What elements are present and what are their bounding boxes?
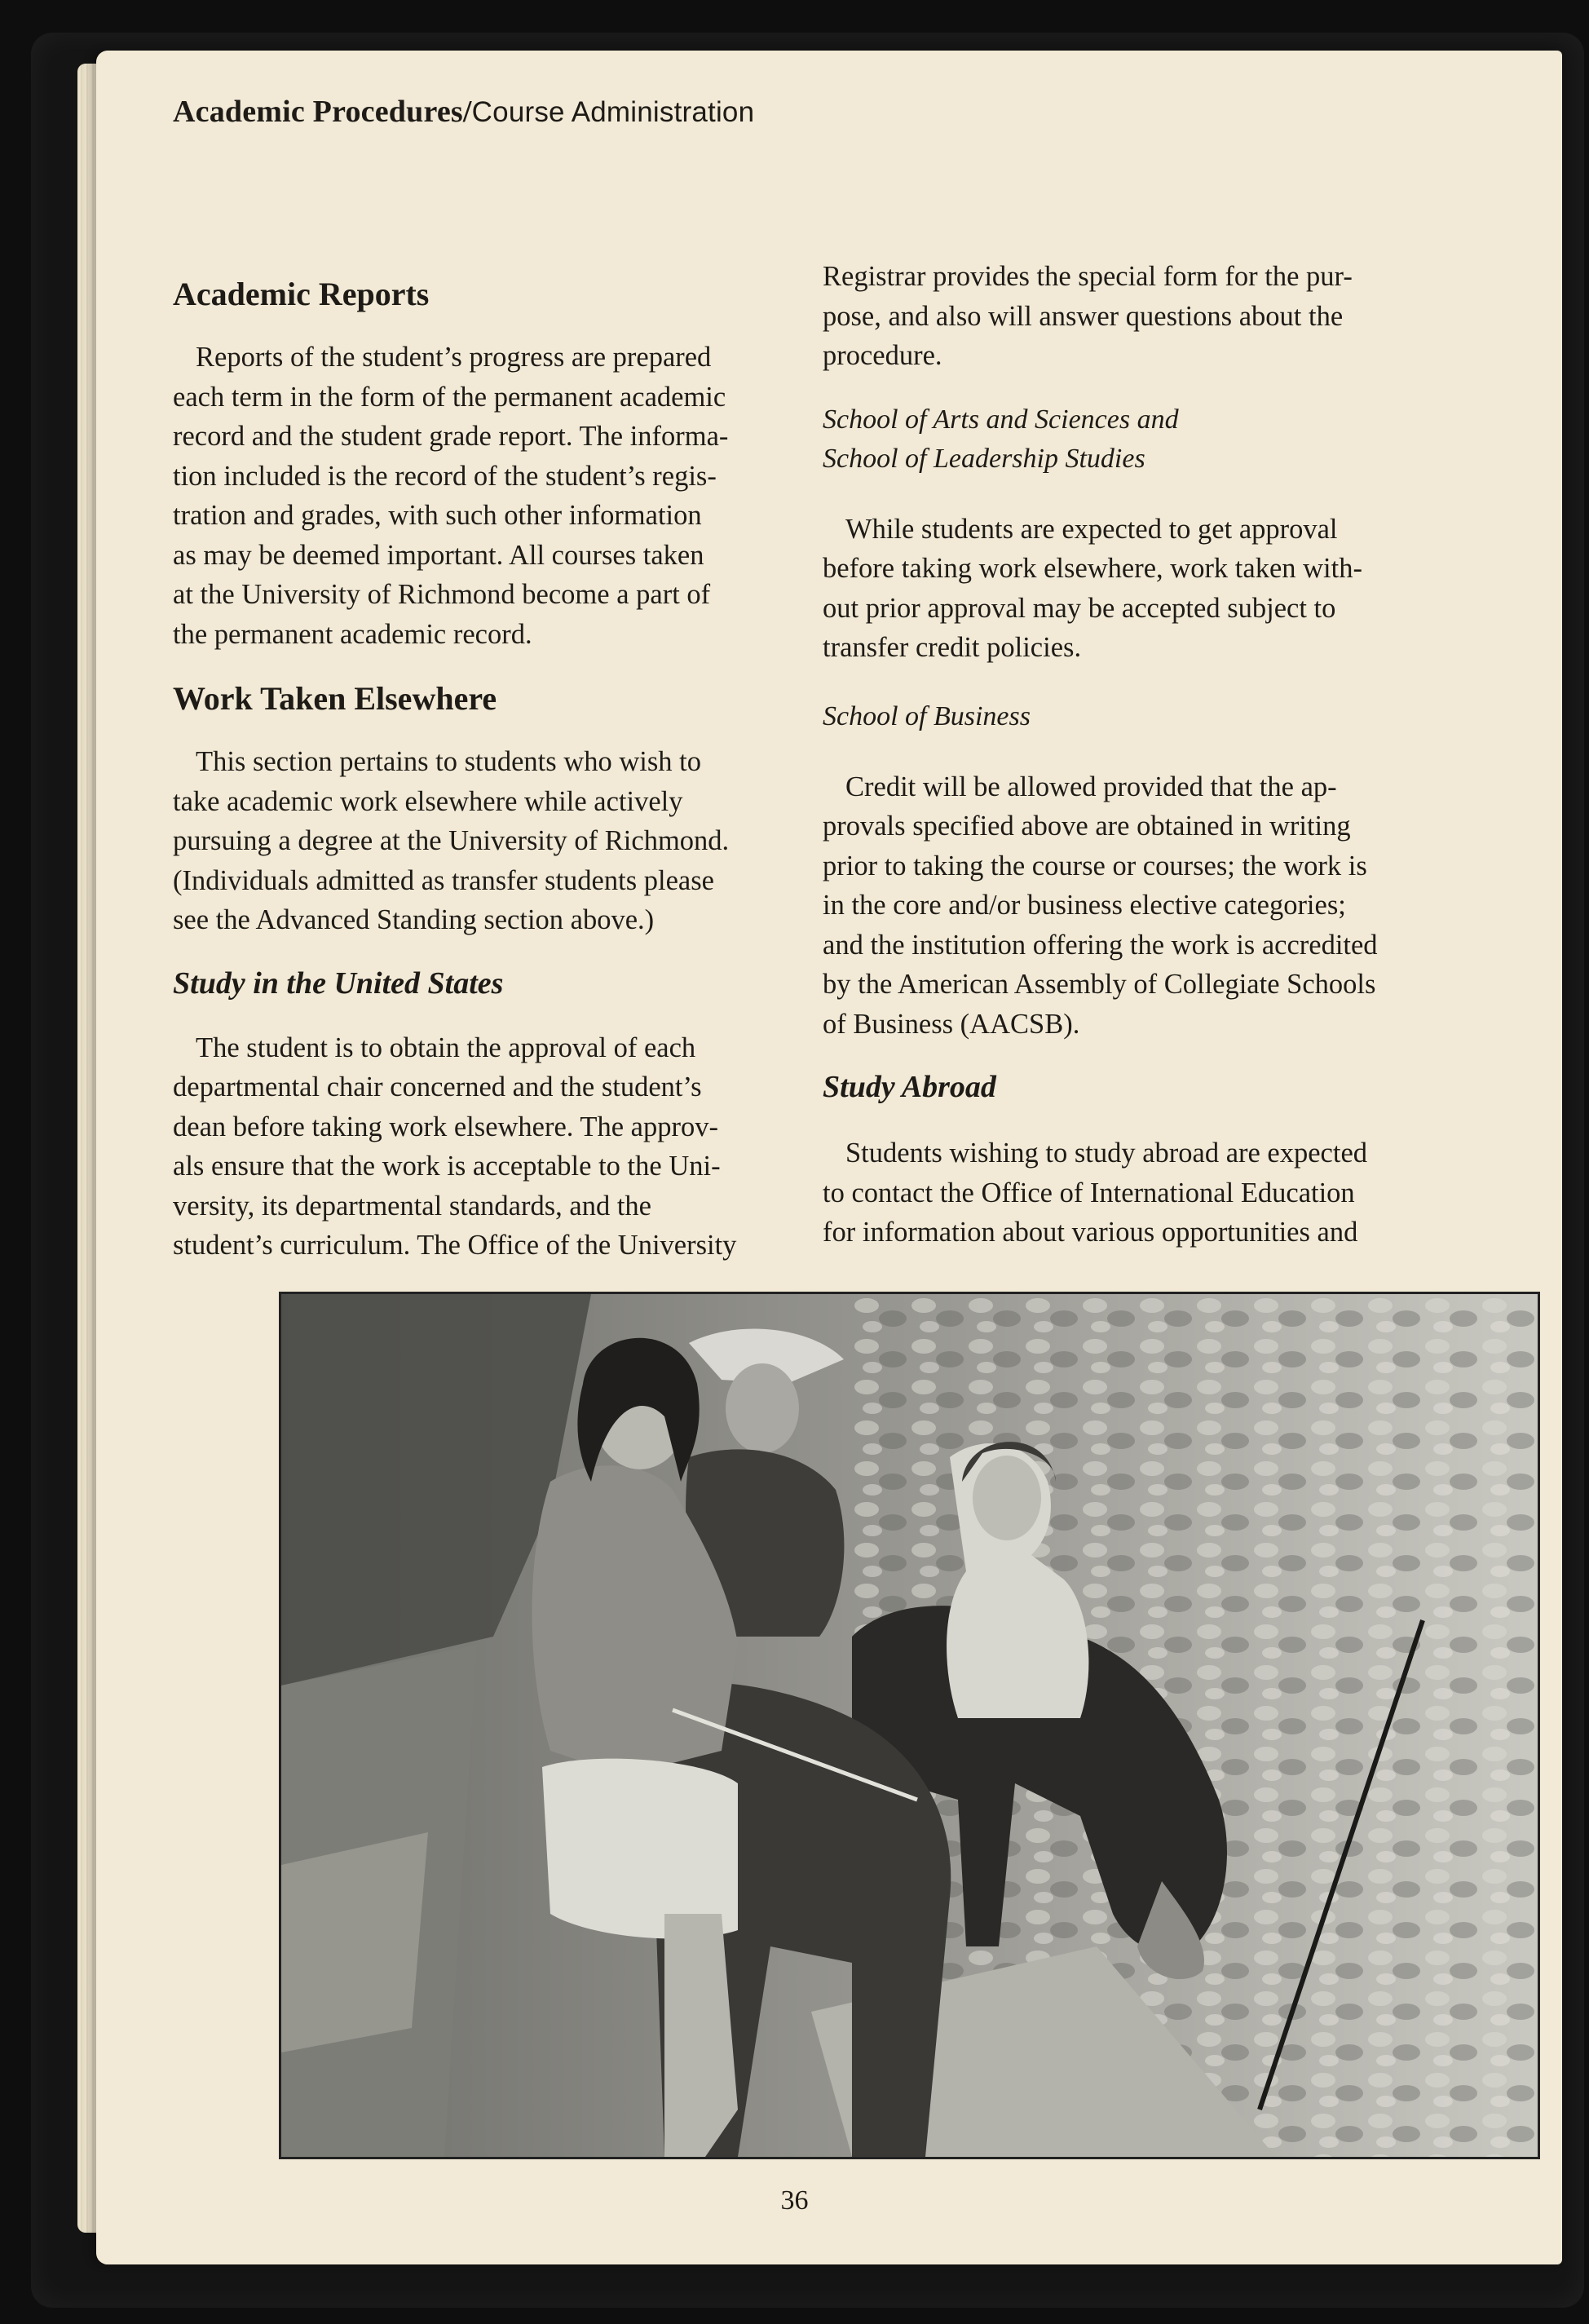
text-line: to contact the Office of International Education bbox=[823, 1177, 1355, 1208]
text-line: student’s curriculum. The Office of the University bbox=[173, 1230, 737, 1261]
text-line: the permanent academic record. bbox=[173, 618, 532, 650]
text-line: before taking work elsewhere, work taken with- bbox=[823, 553, 1362, 584]
paragraph-study-abroad bbox=[823, 1133, 1442, 1253]
text-line: at the University of Richmond become a part of bbox=[173, 579, 711, 610]
text-line: tion included is the record of the student’s regis- bbox=[173, 460, 717, 492]
paragraph-arts-sciences bbox=[823, 510, 1442, 668]
paragraph-continuation bbox=[823, 257, 1442, 376]
text-line: Reports of the student’s progress are prepared bbox=[196, 342, 712, 373]
text-line: out prior approval may be accepted subject to bbox=[823, 592, 1336, 624]
text-line: transfer credit policies. bbox=[823, 632, 1082, 663]
running-head bbox=[173, 94, 754, 130]
heading-line: School of Arts and Sciences and bbox=[823, 404, 1179, 435]
person-face bbox=[726, 1363, 799, 1453]
text-line: take academic work elsewhere while actively bbox=[173, 785, 683, 817]
right-column bbox=[823, 257, 1442, 1253]
text-line: versity, its departmental standards, and the bbox=[173, 1190, 651, 1222]
text-line: each term in the form of the permanent academic bbox=[173, 381, 726, 413]
text-line: tration and grades, with such other information bbox=[173, 500, 702, 531]
heading-academic-reports: Academic Reports bbox=[173, 276, 430, 312]
text-line: as may be deemed important. All courses taken bbox=[173, 539, 704, 571]
text-line: record and the student grade report. The informa- bbox=[173, 421, 729, 452]
photo-students-donkeys bbox=[279, 1292, 1540, 2159]
person-face bbox=[973, 1456, 1041, 1540]
text-line: and the institution offering the work is accredited bbox=[823, 929, 1378, 961]
heading-line: School of Leadership Studies bbox=[823, 443, 1145, 474]
heading-study-us: Study in the United States bbox=[173, 965, 504, 1001]
text-line: While students are expected to get approval bbox=[845, 513, 1338, 545]
text-line: als ensure that the work is acceptable to the Uni- bbox=[173, 1151, 721, 1182]
text-line: departmental chair concerned and the student’s bbox=[173, 1071, 702, 1102]
text-line: provals specified above are obtained in writing bbox=[823, 811, 1351, 842]
heading-study-abroad: Study Abroad bbox=[823, 1070, 996, 1104]
text-line: in the core and/or business elective categories; bbox=[823, 890, 1346, 921]
person-front-skirt bbox=[542, 1759, 738, 1939]
paragraph-study-us bbox=[173, 1028, 884, 1266]
heading-arts-sciences bbox=[823, 400, 1442, 479]
text-line: pose, and also will answer questions about the bbox=[823, 300, 1344, 332]
text-line: This section pertains to students who wish to bbox=[196, 746, 701, 777]
text-line: prior to taking the course or courses; the work is bbox=[823, 850, 1367, 881]
text-line: Registrar provides the special form for the pur- bbox=[823, 261, 1353, 292]
text-line: see the Advanced Standing section above.) bbox=[173, 904, 655, 935]
text-line: Students wishing to study abroad are expected bbox=[845, 1138, 1368, 1169]
flower-pattern bbox=[281, 1832, 428, 2052]
text-line: for information about various opportunities and bbox=[823, 1217, 1358, 1248]
heading-business: School of Business bbox=[823, 700, 1031, 731]
running-head-subsection: Course Administration bbox=[471, 96, 755, 128]
running-head-section: Academic Procedures/ bbox=[173, 95, 472, 129]
text-line: by the American Assembly of Collegiate Schools bbox=[823, 969, 1376, 1000]
text-line: pursuing a degree at the University of Richmond. bbox=[173, 825, 730, 856]
text-line: procedure. bbox=[823, 340, 942, 371]
text-line: The student is to obtain the approval of each bbox=[196, 1032, 696, 1063]
page-number: 36 bbox=[780, 2185, 809, 2216]
text-line: Credit will be allowed provided that the ap- bbox=[845, 771, 1337, 802]
text-line: dean before taking work elsewhere. The approv- bbox=[173, 1111, 718, 1142]
text-line: (Individuals admitted as transfer students please bbox=[173, 864, 714, 896]
paragraph-business bbox=[823, 767, 1442, 1045]
paragraph-academic-reports bbox=[173, 338, 884, 654]
heading-work-elsewhere: Work Taken Elsewhere bbox=[173, 680, 497, 717]
text-line: of Business (AACSB). bbox=[823, 1008, 1080, 1040]
left-column bbox=[173, 245, 884, 1266]
paragraph-work-elsewhere bbox=[173, 742, 884, 940]
photo-illustration bbox=[281, 1294, 1538, 2157]
